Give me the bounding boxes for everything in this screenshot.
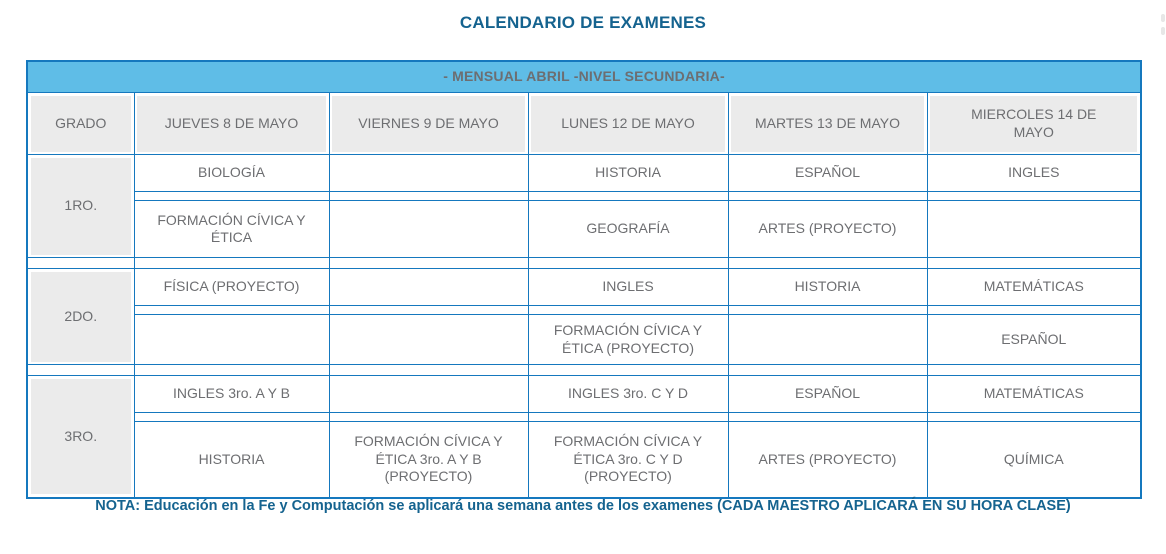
exam-cell <box>329 269 528 306</box>
table-row <box>27 201 1141 258</box>
spacer-cell <box>134 413 329 422</box>
table-row <box>27 422 1141 499</box>
spacer-cell <box>134 306 329 315</box>
exam-cell <box>134 155 329 192</box>
exam-cell <box>134 201 329 258</box>
spacer-cell <box>528 192 728 201</box>
exam-label: HISTORIA <box>794 278 861 295</box>
column-header-martes <box>728 93 927 155</box>
exam-label: HISTORIA <box>595 164 661 181</box>
spacer-cell <box>728 365 927 376</box>
exam-cell <box>927 315 1141 365</box>
scrollbar-mark-icon <box>1161 14 1165 22</box>
table-row <box>27 376 1141 413</box>
exam-cell <box>528 269 728 306</box>
footer-note: NOTA: Educación en la Fe y Computación se aplicará una semana antes de los examenes (CADA MAESTRO APLICARÁ EN SU HORA CLASE) <box>95 498 1071 514</box>
spacer-cell <box>927 365 1141 376</box>
exam-cell <box>728 422 927 499</box>
column-header-label: VIERNES 9 DE MAYO <box>358 114 499 131</box>
spacer-cell <box>728 306 927 315</box>
exam-cell <box>728 376 927 413</box>
spacer-cell <box>927 192 1141 201</box>
table-row <box>27 269 1141 306</box>
page-title: CALENDARIO DE EXAMENES <box>459 13 707 32</box>
spacer-cell <box>728 258 927 269</box>
exam-cell <box>329 376 528 413</box>
group-spacer-row <box>27 365 1141 376</box>
spacer-cell <box>927 413 1141 422</box>
header-row <box>27 93 1141 155</box>
exam-cell <box>728 155 927 192</box>
exam-cell <box>728 201 927 258</box>
spacer-cell <box>528 365 728 376</box>
exam-label: FORMACIÓN CÍVICA Y ÉTICA <box>157 211 306 245</box>
spacer-row <box>27 413 1141 422</box>
spacer-cell <box>927 258 1141 269</box>
exam-cell <box>528 315 728 365</box>
exam-cell <box>134 376 329 413</box>
spacer-cell <box>329 365 528 376</box>
column-header-label: LUNES 12 DE MAYO <box>561 114 695 131</box>
exam-label: ESPAÑOL <box>1001 330 1067 347</box>
table-row <box>27 315 1141 365</box>
spacer-cell <box>927 306 1141 315</box>
exam-cell <box>927 201 1141 258</box>
spacer-cell <box>528 306 728 315</box>
exam-calendar-table <box>26 60 1142 499</box>
exam-label: INGLES 3ro. C Y D <box>567 385 689 402</box>
exam-cell <box>528 376 728 413</box>
column-header-label: GRADO <box>55 114 107 131</box>
exam-cell <box>329 201 528 258</box>
spacer-cell <box>329 192 528 201</box>
group-spacer-row <box>27 258 1141 269</box>
exam-cell <box>528 422 728 499</box>
column-header-grado <box>27 93 134 155</box>
table-row <box>27 155 1141 192</box>
spacer-cell <box>728 192 927 201</box>
exam-label: FORMACIÓN CÍVICA Y ÉTICA 3ro. C Y D (PROYECTO) <box>553 433 703 485</box>
exam-cell <box>728 269 927 306</box>
spacer-cell <box>27 365 134 376</box>
column-header-lunes <box>528 93 728 155</box>
table-banner: - MENSUAL ABRIL -NIVEL SECUNDARIA- <box>27 61 1141 93</box>
exam-cell <box>329 315 528 365</box>
exam-label: FORMACIÓN CÍVICA Y ÉTICA 3ro. A Y B (PROYECTO) <box>354 433 503 485</box>
spacer-cell <box>528 258 728 269</box>
exam-cell <box>927 155 1141 192</box>
exam-label: INGLES <box>1008 164 1060 181</box>
exam-label: MATEMÁTICAS <box>983 385 1084 402</box>
exam-label: MATEMÁTICAS <box>983 278 1084 295</box>
spacer-cell <box>329 258 528 269</box>
scrollbar[interactable] <box>1161 14 1165 35</box>
spacer-cell <box>134 192 329 201</box>
exam-label: ARTES (PROYECTO) <box>758 220 897 237</box>
exam-cell <box>329 155 528 192</box>
exam-label: BIOLOGÍA <box>198 164 265 181</box>
exam-label: INGLES <box>602 278 654 295</box>
exam-label: FÍSICA (PROYECTO) <box>163 278 300 295</box>
column-header-viernes <box>329 93 528 155</box>
exam-label: HISTORIA <box>198 450 265 467</box>
spacer-cell <box>329 413 528 422</box>
exam-cell <box>728 315 927 365</box>
exam-cell <box>927 269 1141 306</box>
exam-cell <box>528 155 728 192</box>
spacer-row <box>27 192 1141 201</box>
banner-row <box>27 61 1141 93</box>
column-header-label: JUEVES 8 DE MAYO <box>164 114 299 131</box>
spacer-cell <box>134 365 329 376</box>
exam-label: ESPAÑOL <box>794 164 861 181</box>
grade-cell-1ro: 1RO. <box>27 155 134 258</box>
spacer-row <box>27 306 1141 315</box>
exam-label: ESPAÑOL <box>794 385 861 402</box>
spacer-cell <box>528 413 728 422</box>
exam-cell <box>528 201 728 258</box>
spacer-cell <box>329 306 528 315</box>
exam-label: QUÍMICA <box>1003 450 1064 467</box>
exam-label: ARTES (PROYECTO) <box>758 450 897 467</box>
exam-cell <box>329 422 528 499</box>
exam-cell <box>134 315 329 365</box>
exam-label: INGLES 3ro. A Y B <box>173 385 290 402</box>
exam-label: GEOGRAFÍA <box>586 220 670 237</box>
exam-cell <box>927 422 1141 499</box>
spacer-cell <box>728 413 927 422</box>
exam-cell <box>134 422 329 499</box>
column-header-miercoles <box>927 93 1141 155</box>
grade-cell-2do: 2DO. <box>27 269 134 365</box>
exam-cell <box>134 269 329 306</box>
column-header-label: MIERCOLES 14 DE MAYO <box>971 106 1097 140</box>
grade-cell-3ro: 3RO. <box>27 376 134 499</box>
exam-cell <box>927 376 1141 413</box>
exam-label: FORMACIÓN CÍVICA Y ÉTICA (PROYECTO) <box>553 322 703 356</box>
scrollbar-mark-icon <box>1161 27 1165 35</box>
spacer-cell <box>134 258 329 269</box>
column-header-label: MARTES 13 DE MAYO <box>755 114 900 131</box>
column-header-jueves <box>134 93 329 155</box>
spacer-cell <box>27 258 134 269</box>
